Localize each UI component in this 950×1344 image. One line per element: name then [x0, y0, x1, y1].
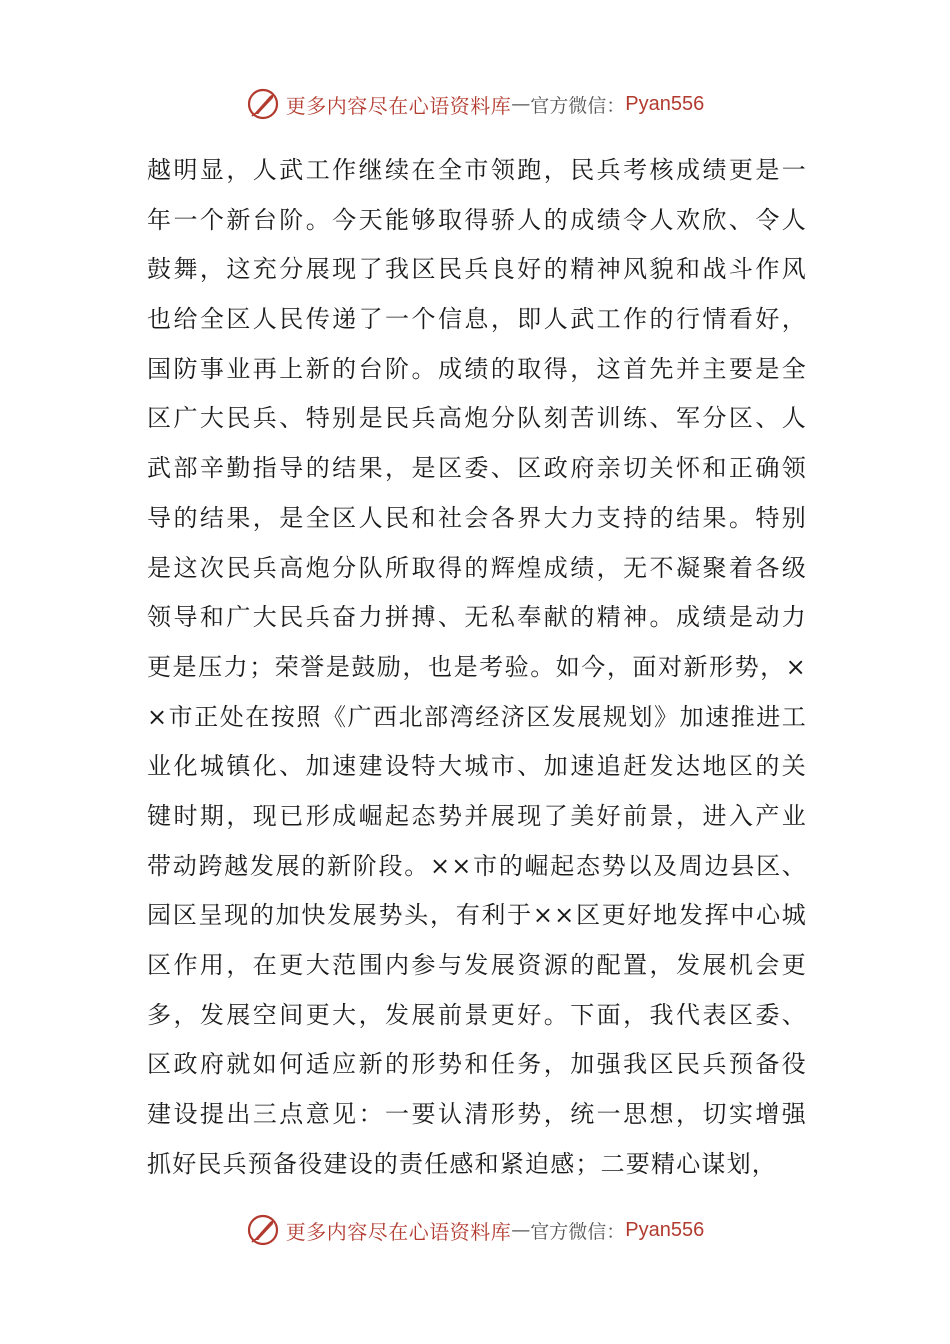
text-line: 领导和广大民兵奋力拼搏、无私奉献的精神。成绩是动力	[147, 603, 807, 632]
quill-pen-circle-icon	[246, 1213, 280, 1247]
text-line: 区政府就如何适应新的形势和任务，加强我区民兵预备役	[147, 1050, 807, 1079]
text-line: 是这次民兵高炮分队所取得的辉煌成绩，无不凝聚着各级	[147, 553, 807, 582]
text-line: 也给全区人民传递了一个信息，即人武工作的行情看好，	[147, 305, 807, 334]
banner-dash: —	[511, 1219, 531, 1241]
text-line: 抓好民兵预备役建设的责任感和紧迫感；二要精心谋划，	[147, 1149, 777, 1178]
text-line: 鼓舞，这充分展现了我区民兵良好的精神风貌和战斗作风	[147, 255, 807, 284]
text-line: 导的结果，是全区人民和社会各界大力支持的结果。特别	[147, 503, 807, 532]
text-line: 建设提出三点意见：一要认清形势，统一思想，切实增强	[147, 1100, 807, 1129]
text-line: 业化城镇化、加速建设特大城市、加速追赶发达地区的关	[147, 752, 807, 781]
banner-dash: —	[511, 93, 531, 115]
banner-wechat-id: Pyan556	[625, 92, 705, 115]
text-line: 区广大民兵、特别是民兵高炮分队刻苦训练、军分区、人	[147, 404, 807, 433]
quill-pen-circle-icon	[246, 87, 280, 121]
text-line: 园区呈现的加快发展势头，有利于××区更好地发挥中心城	[147, 901, 807, 930]
banner-site-text: 更多内容尽在心语资料库	[285, 93, 512, 118]
text-line: 带动跨越发展的新阶段。××市的崛起态势以及周边县区、	[147, 851, 807, 880]
text-line: 国防事业再上新的台阶。成绩的取得，这首先并主要是全	[147, 354, 807, 383]
banner-site-text: 更多内容尽在心语资料库	[285, 1219, 512, 1244]
text-line: 键时期，现已形成崛起态势并展现了美好前景，进入产业	[147, 801, 807, 830]
text-line: 更是压力；荣誉是鼓励，也是考验。如今，面对新形势，×	[147, 652, 807, 681]
banner-official-label: 官方微信：	[530, 1220, 626, 1243]
text-line: 区作用，在更大范围内参与发展资源的配置，发展机会更	[147, 951, 807, 979]
text-line: 年一个新台阶。今天能够取得骄人的成绩令人欢欣、令人	[147, 205, 807, 234]
text-line: 越明显，人武工作继续在全市领跑，民兵考核成绩更是一	[147, 156, 807, 184]
document-body	[147, 146, 807, 1189]
header-watermark-banner	[0, 84, 950, 124]
banner-official-label: 官方微信：	[530, 94, 626, 117]
banner-wechat-id: Pyan556	[625, 1218, 705, 1241]
text-line: ×市正处在按照《广西北部湾经济区发展规划》加速推进工	[147, 702, 807, 731]
text-line: 武部辛勤指导的结果，是区委、区政府亲切关怀和正确领	[147, 454, 807, 483]
text-line: 多，发展空间更大，发展前景更好。下面，我代表区委、	[147, 1000, 807, 1029]
footer-watermark-banner	[0, 1210, 950, 1250]
